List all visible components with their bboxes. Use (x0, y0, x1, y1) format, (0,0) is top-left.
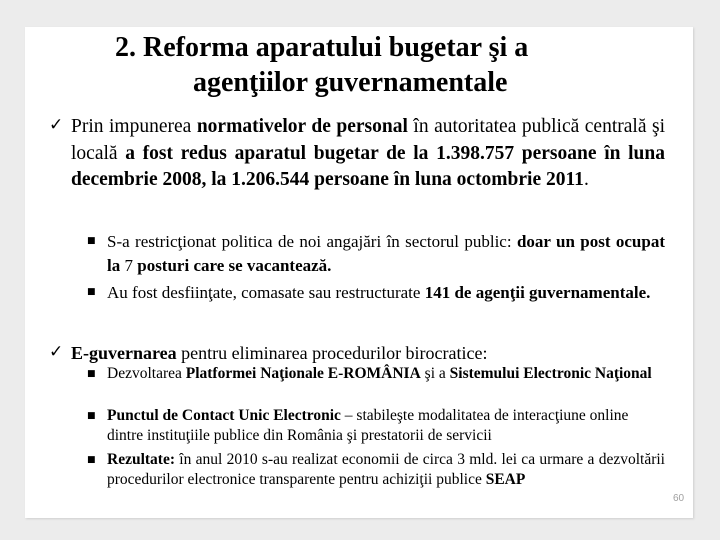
title-line-1: 2. Reforma aparatului bugetar şi a (115, 32, 529, 63)
slide (25, 27, 693, 518)
title-line-2: agenţiilor guvernamentale (193, 67, 508, 98)
square-bullet-icon: ■ (87, 369, 96, 379)
sub-bullet-contact-point: Punctul de Contact Unic Electronic – stabileşte modalitatea de interacţiune online dintre instituţiile publice din România şi prestatorii de servicii (107, 407, 629, 444)
bullet-e-governance: E-guvernarea pentru eliminarea procedurilor birocratice: (71, 343, 488, 363)
sub-bullet-results: Rezultate: în anul 2010 s-au realizat economii de circa 3 mld. lei ca urmare a dezvoltării procedurilor electronice transparente pentru achiziţii publice SEAP (107, 451, 665, 488)
square-bullet-icon: ■ (87, 455, 96, 465)
page-number: 60 (673, 493, 685, 504)
bullet-personnel-reduction: Prin impunerea normativelor de personal în autoritatea publică centrală şi locală a fost redus aparatul bugetar de la 1.398.757 persoane în luna decembrie 2008, la 1.206.544 persoane în luna octombrie 2011. (71, 116, 665, 190)
square-bullet-icon: ■ (87, 411, 96, 421)
sub-bullet-agencies-restructured: Au fost desfiinţate, comasate sau restructurate 141 de agenţii guvernamentale. (107, 283, 651, 302)
square-bullet-icon: ■ (87, 236, 96, 246)
sub-bullet-e-romania-platform: Dezvoltarea Platformei Naţionale E-ROMÂNIA şi a Sistemului Electronic Naţional (107, 365, 652, 382)
check-icon: ✓ (49, 115, 64, 135)
check-icon: ✓ (49, 342, 64, 362)
sub-bullet-hiring-restriction: S-a restricţionat politica de noi angajări în sectorul public: doar un post ocupat la 7 posturi care se vacantează. (107, 232, 665, 275)
square-bullet-icon: ■ (87, 287, 96, 297)
